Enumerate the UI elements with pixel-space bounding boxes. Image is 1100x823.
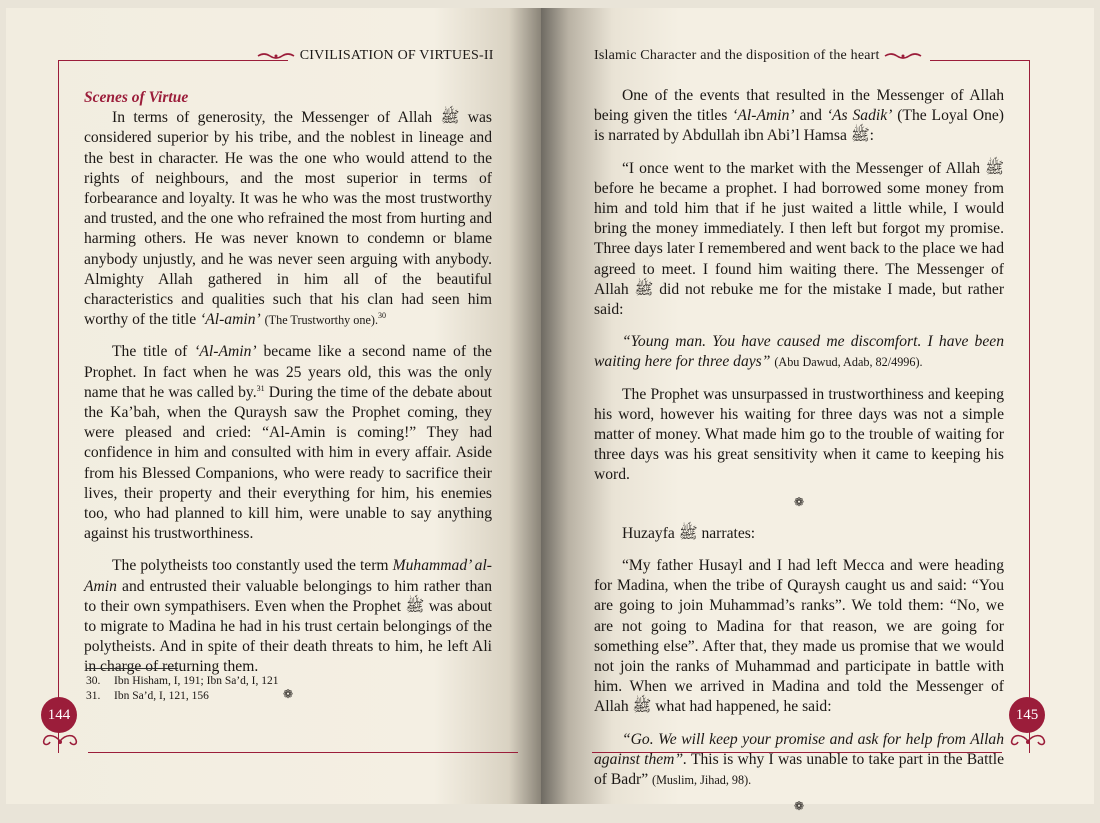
paragraph-text: This is why I was unable to take part in the Battle of Badr” xyxy=(594,750,1004,789)
paragraph-text: The title of xyxy=(112,343,195,361)
title-term: ‘Al-amin’ xyxy=(200,311,261,329)
footnote-number: 30. xyxy=(86,675,101,687)
section-heading: Scenes of Virtue xyxy=(84,89,189,106)
running-head-text: CIVILISATION OF VIRTUES-II xyxy=(299,48,494,63)
section-divider-icon: ❁ xyxy=(793,494,805,509)
right-paragraph-2: “I once went to the market with the Messenger of Allah ﷺ before he became a prophet. I had borrowed some money from him and told him that if he just waited a little while, I would bring the money immediately. I then left but forgot my promise. Three days later I remembered and went back to the place we had agreed to meet. I found him waiting there. The Messenger of Allah ﷺ did not rebuke me for the mistake I made, but rather said: xyxy=(594,159,1005,319)
flourish-icon xyxy=(1006,734,1050,748)
hadith-reference: (Abu Dawud, Adab, 82/4996). xyxy=(774,355,923,370)
hadith-quote: “Young man. You have caused me discomfort. I have been waiting here for three days” xyxy=(594,333,1004,371)
title-term: ‘Al-Amin’ xyxy=(194,343,257,361)
footnotes xyxy=(86,668,386,704)
footnote-number: 31. xyxy=(86,690,101,702)
left-paragraph-3 xyxy=(84,556,492,677)
right-frame-side xyxy=(1029,60,1030,753)
hadith-reference: (Muslim, Jihad, 98). xyxy=(652,773,752,788)
title-term: ‘As Sadik’ xyxy=(826,107,893,125)
right-paragraph-5: “My father Husayl and I had left Mecca and were heading for Madina, when the tribe of Quraysh caught us and said: “You are going to join Muhammad’s ranks”. We told them: “No, we are not going to Madina for that reason, we are going for something else”. After that, they made us promise that we would not join the ranks of Muhammad and participate in battle with him. When we arrived in Madina and told the Messenger of Allah ﷺ what had happened, he said: xyxy=(594,557,1004,716)
left-running-head xyxy=(256,48,494,64)
right-page-number: 145 xyxy=(1009,697,1045,733)
section-divider-icon: ❁ xyxy=(282,686,294,701)
paragraph-text: During the time of the debate about the Ka’bah, when the Quraysh saw the Prophet coming, they were pleased and cried: “Al-Amin is coming!” They had confidence in him and consulted with him in every affair. Aside from his Blessed Companions, who were ready to sacrifice their lives, their property and their everything for him, his enemies too, who had planned to kill him, were unable to say anything against his trustworthiness. xyxy=(84,383,492,543)
paragraph-text: The polytheists too constantly used the term xyxy=(112,557,393,575)
right-paragraph-1 xyxy=(594,86,1004,147)
right-body xyxy=(594,86,1004,823)
right-paragraph-4: Huzayfa ﷺ narrates: xyxy=(622,524,756,542)
paragraph-text: In terms of generosity, the Messenger of Allah ﷺ was considered superior by his tribe, and the noblest in lineage and the best in character. He was the one who would attend to the rights of neighbours, and the most superior in terms of forbearance and loyalty. It was he who was the most trustworthy and trusted, and the one who refrained the most from hurting and harming others. He was never known to condemn or blame anybody unjustly, and he was never seen arguing with anybody. Almighty Allah gathered in him all of the beautiful characteristics and qualities such that his clan had seen him worthy of the title xyxy=(84,109,492,329)
left-frame-top xyxy=(58,60,288,61)
paragraph-text: and entrusted their valuable belongings to him rather than to their own sympathisers. Even when the Prophet ﷺ was about to migrate to Madina he had in his trust certain belongings of the polytheists. And in spite of their death threats to him, he left Ali in charge of returning them. xyxy=(84,577,492,676)
footnote-ref: 30 xyxy=(378,311,386,321)
right-quote-2 xyxy=(594,730,1004,791)
title-term: Muhammad’ al-Amin xyxy=(84,557,492,595)
right-running-head xyxy=(594,48,923,64)
footnote-ref: 31 xyxy=(256,383,265,393)
left-page-number: 144 xyxy=(41,697,77,733)
ornament-icon xyxy=(883,52,923,60)
right-frame-top xyxy=(930,60,1030,61)
title-term: ‘Al-Amin’ xyxy=(732,107,795,125)
paragraph-text: became like a second name of the Prophet. In fact when he was 25 years old, this was the only name that he was called by. xyxy=(84,343,492,401)
ornament-icon xyxy=(256,52,296,60)
right-paragraph-3: The Prophet was unsurpassed in trustworthiness and keeping his word, however his waiting for three days was not a simple matter of money. What made him go to the trouble of waiting for three days was his great sensitivity when it came to keeping his word. xyxy=(594,385,1004,484)
left-body xyxy=(84,88,492,710)
left-paragraph-1 xyxy=(84,108,492,330)
footnote-text: Ibn Hisham, I, 191; Ibn Sa’d, I, 121 xyxy=(114,675,279,687)
footnote-text: Ibn Sa’d, I, 121, 156 xyxy=(114,690,209,702)
left-frame-bottom xyxy=(88,752,518,753)
paragraph-text: and xyxy=(794,107,827,125)
hadith-quote: “Go. We will keep your promise and ask for help from Allah against them”. xyxy=(594,730,1004,768)
running-head-text: Islamic Character and the disposition of the heart xyxy=(594,48,880,63)
right-quote-1 xyxy=(594,332,1004,372)
footnote-rule xyxy=(86,668,178,669)
section-divider-icon: ❁ xyxy=(793,799,805,814)
flourish-icon xyxy=(38,734,82,748)
left-paragraph-2 xyxy=(84,342,492,544)
footnote-30 xyxy=(86,674,386,689)
paragraph-text: (The Loyal One) is narrated by Abdullah ibn Abi’l Hamsa ﷺ: xyxy=(594,107,1004,145)
footnote-31 xyxy=(86,689,386,704)
left-frame-side xyxy=(58,60,59,753)
title-note: (The Trustworthy one). xyxy=(264,313,378,328)
paragraph-text: One of the events that resulted in the Messenger of Allah being given the titles xyxy=(594,87,1004,125)
